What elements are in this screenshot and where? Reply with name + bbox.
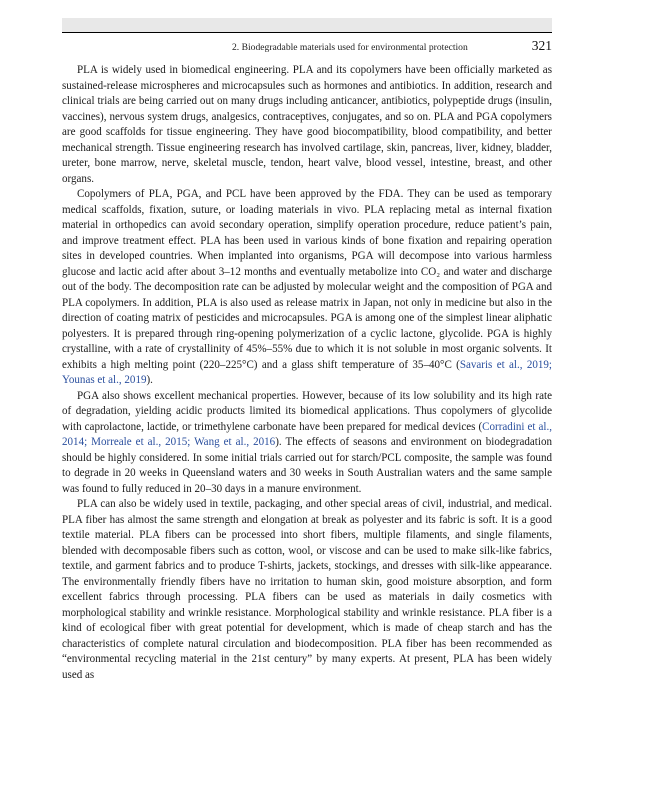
page-number: 321 — [531, 38, 552, 53]
paragraph-copolymers — [62, 187, 552, 389]
paragraph-text: PLA can also be widely used in textile, packaging, and other special areas of civil, industrial, and medical. PLA fiber has almost the same strength and elongation at break as polyester and its fabric is soft. It is a good textile material. PLA fibers can be processed into short fibers, multiple filaments, and single filaments, blended with decomposable fibers such as cotton, wool, or viscose and can be used to make silk-like fabrics, textile, and garment fabrics and to produce T-shirts, jackets, stockings, and dresses with silk-like appearance. The environmentally friendly fibers have no irritation to human skin, good moisture absorption, and form excellent fabrics through processing. PLA fibers can be used as materials in daily cosmetics with morphological stability and wrinkle resistance. Morphological stability and wrinkle resistance. PLA fiber is a kind of ecological fiber with great potential for development, which is made of cheap starch and has the characteristics of complete natural circulation and biodecomposition. PLA fiber has been recommended as “environmental recycling material in the 21st century” by many experts. At present, PLA has been widely used as — [62, 498, 552, 681]
paragraph-text: ). — [146, 374, 153, 386]
paragraph-pga — [62, 389, 552, 498]
body-text — [62, 63, 552, 683]
page-top-bar — [62, 18, 552, 32]
citation-link[interactable]: Corradini et al., 2014; Morreale et al., 2015; Wang et al., 2016 — [62, 420, 552, 448]
citation-link[interactable]: Savaris et al., 2019; Younas et al., 2019 — [62, 358, 552, 386]
running-title: 2. Biodegradable materials used for environmental protection — [232, 42, 468, 53]
running-header — [62, 32, 552, 55]
paragraph-text: PLA is widely used in biomedical engineering. PLA and its copolymers have been officially marketed as sustained-release microspheres and microcapsules such as hormones and antibiotics. In addition, research and clinical trials are being carried out on many drugs including anticancer, antibiotics, polypeptide drugs (insulin, vaccines), nervous system drugs, analgesics, contraceptives, conjugates, and so on. PLA and PGA copolymers are good scaffolds for tissue engineering. They have good biocompatibility, blood compatibility, and better mechanical strength. Tissue engineering research has involved cartilage, skin, pancreas, liver, kidney, bladder, ureter, bone marrow, nerve, skeletal muscle, tendon, heart valve, blood vessel, intestine, breast, and other organs. — [62, 64, 552, 185]
paragraph-biomedical — [62, 63, 552, 187]
paragraph-text: PGA also shows excellent mechanical properties. However, because of its low solubility and its high rate of degradation, yielding acidic products limited its biomedical applications. Thus copolymers of glycolide with caprolactone, lactide, or trimethylene carbonate have been prepared for medical devices ( — [62, 389, 552, 433]
paragraph-text: Copolymers of PLA, PGA, and PCL have been approved by the FDA. They can be used as temporary medical scaffolds, fixation, suture, or loading materials in vivo. PLA replacing metal as internal fixation material in orthopedics can avoid secondary operation, simplify operation procedure, reduce patient’s pain, and improve treatment effect. PLA has been used in various kinds of bone fixation and repairing operation sites in developed countries. When implanted into organisms, PGA will decompose into various harmless glucose and lactic acid after about 3–12 months and eventually metabolize into CO₂ and water and discharge out of the body. The decomposition rate can be adjusted by molecular weight and the composition of PGA and PLA copolymers. In addition, PLA is also used as release matrix in Japan, not only in medicine but also in the direction of coating matrix of pesticides and microcapsules. PGA is among one of the simplest linear aliphatic polyesters. It is prepared through ring-opening polymerization of a cyclic lactone, glycolide. PGA is highly crystalline, with a rate of crystallinity of 45%–55% due to which it is not soluble in most organic solvents. It exhibits a high melting point (220–225°C) and a glass shift temperature of 35–40°C ( — [62, 188, 552, 371]
paragraph-text: ). The effects of seasons and environment on biodegradation should be highly considered. In some initial trials carried out for starch/PCL composite, the sample was found to degrade in 20 weeks in Queensland waters and 30 weeks in South Australian waters and the same sample was found to fully reduced in 20–30 days in a manure environment. — [62, 436, 552, 495]
paragraph-textile — [62, 497, 552, 683]
